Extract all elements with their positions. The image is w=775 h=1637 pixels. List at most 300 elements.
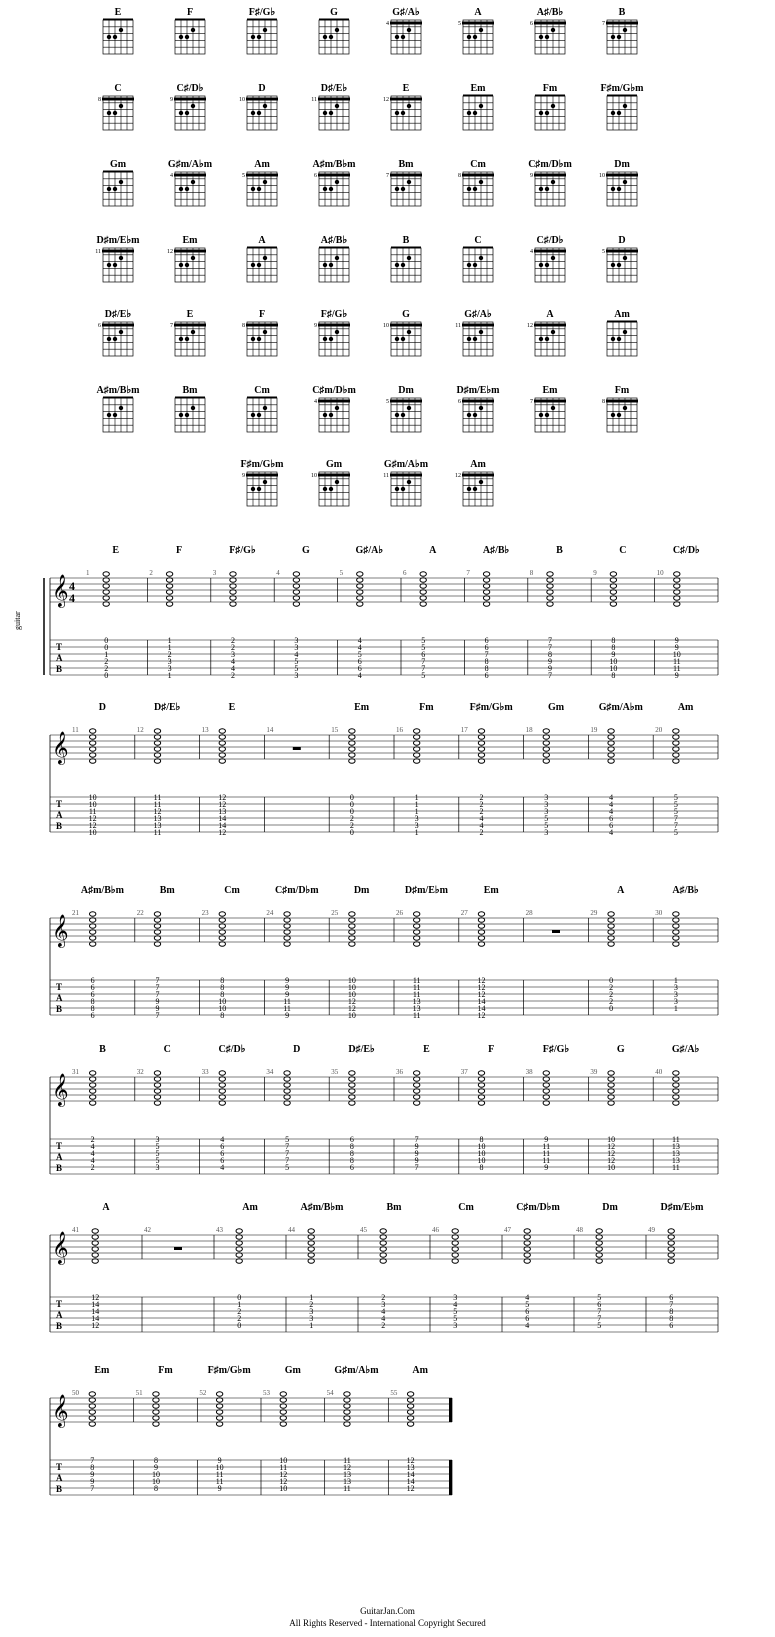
barre-mark bbox=[534, 324, 566, 327]
chord-fret-number: 11 bbox=[95, 249, 101, 255]
tab-fret-number: 0 bbox=[349, 807, 354, 816]
whole-note bbox=[284, 942, 290, 947]
finger-dot bbox=[257, 413, 261, 417]
whole-note bbox=[216, 1392, 222, 1397]
tab-clef-letter: B bbox=[56, 1484, 63, 1494]
tab-fret-number: 3 bbox=[673, 983, 678, 992]
tab-fret-number: 8 bbox=[90, 997, 95, 1006]
barre-mark bbox=[102, 250, 134, 253]
tab-fret-number: 3 bbox=[414, 821, 419, 830]
tab-fret-number: 13 bbox=[671, 1156, 680, 1165]
chord-diagram-name: G♯m/A♭m bbox=[167, 159, 213, 170]
measure-number: 22 bbox=[136, 909, 144, 917]
whole-note bbox=[610, 584, 616, 589]
finger-dot bbox=[179, 187, 183, 191]
whole-note bbox=[236, 1247, 242, 1252]
measure bbox=[266, 726, 329, 832]
tab-fret-number: 14 bbox=[406, 1470, 415, 1479]
whole-note bbox=[483, 596, 489, 601]
treble-clef-icon: 𝄞 bbox=[52, 1075, 69, 1106]
chord-symbol: F♯m/G♭m bbox=[469, 702, 513, 713]
chord-symbol: B bbox=[556, 545, 563, 556]
time-signature-top: 4 bbox=[69, 579, 75, 593]
whole-note bbox=[219, 1095, 225, 1100]
whole-note bbox=[478, 912, 484, 917]
tab-fret-number: 6 bbox=[220, 1142, 225, 1151]
tab-fret-number: 13 bbox=[342, 1470, 351, 1479]
tab-fret-number: 11 bbox=[343, 1484, 351, 1493]
tab-fret-number: 7 bbox=[547, 671, 552, 680]
chord-diagram-name: G bbox=[330, 7, 338, 18]
nut-mark bbox=[175, 19, 205, 21]
tab-fret-number: 9 bbox=[285, 983, 290, 992]
whole-note bbox=[92, 1241, 98, 1246]
whole-note bbox=[236, 1241, 242, 1246]
finger-dot bbox=[251, 263, 255, 267]
tab-fret-number: 9 bbox=[155, 1004, 160, 1013]
tab-fret-number: 4 bbox=[381, 1314, 386, 1323]
chord-diagram-name: B bbox=[402, 235, 410, 246]
finger-dot bbox=[479, 104, 483, 108]
tab-fret-number: 5 bbox=[155, 1142, 160, 1151]
tab-fret-number: 3 bbox=[414, 814, 419, 823]
whole-note bbox=[344, 1410, 350, 1415]
chord-fret-number: 7 bbox=[386, 173, 389, 179]
finger-dot bbox=[251, 413, 255, 417]
whole-note bbox=[293, 584, 299, 589]
finger-dot bbox=[119, 104, 123, 108]
tab-clef-letter: T bbox=[56, 642, 63, 652]
whole-note bbox=[547, 596, 553, 601]
barre-mark bbox=[462, 474, 494, 477]
tab-fret-number: 10 bbox=[477, 1149, 486, 1158]
chord-symbol: Am bbox=[242, 1202, 258, 1213]
measure-number: 10 bbox=[656, 569, 664, 577]
whole-note bbox=[668, 1229, 674, 1234]
whole-note bbox=[293, 578, 299, 583]
measure bbox=[137, 1044, 200, 1174]
whole-note bbox=[154, 1089, 160, 1094]
finger-dot bbox=[611, 111, 615, 115]
barre-mark bbox=[102, 98, 134, 101]
chord-diagram bbox=[456, 385, 500, 432]
whole-note bbox=[284, 936, 290, 941]
finger-dot bbox=[119, 256, 123, 260]
tab-fret-number: 3 bbox=[673, 997, 678, 1006]
finger-dot bbox=[251, 187, 255, 191]
whole-note bbox=[219, 735, 225, 740]
chord-diagram-name: F♯m/G♭m bbox=[240, 459, 284, 470]
whole-note bbox=[524, 1247, 530, 1252]
tab-fret-number: 10 bbox=[218, 997, 227, 1006]
tab-clef-letter: T bbox=[56, 1299, 63, 1309]
tab-fret-number: 7 bbox=[597, 1307, 602, 1316]
measure bbox=[144, 1226, 214, 1332]
whole-note bbox=[543, 1077, 549, 1082]
whole-note bbox=[380, 1247, 386, 1252]
chord-fret-number: 4 bbox=[530, 249, 533, 255]
whole-note bbox=[349, 1101, 355, 1106]
whole-note bbox=[596, 1247, 602, 1252]
chord-diagram-name: F♯/G♭ bbox=[248, 7, 276, 18]
finger-dot bbox=[335, 104, 339, 108]
tab-fret-number: 7 bbox=[414, 1135, 419, 1144]
whole-note bbox=[153, 1398, 159, 1403]
tab-fret-number: 8 bbox=[669, 1307, 674, 1316]
chord-symbol: D♯/E♭ bbox=[348, 1044, 375, 1055]
tab-fret-number: 10 bbox=[151, 1477, 160, 1486]
nut-mark bbox=[463, 247, 493, 249]
chord-diagram bbox=[607, 309, 637, 356]
tab-fret-number: 2 bbox=[90, 1135, 95, 1144]
whole-note bbox=[280, 1404, 286, 1409]
tab-fret-number: 12 bbox=[347, 997, 356, 1006]
chord-diagram bbox=[383, 83, 422, 130]
whole-note bbox=[413, 735, 419, 740]
chord-diagram bbox=[98, 309, 134, 356]
whole-note bbox=[154, 753, 160, 758]
finger-dot bbox=[611, 413, 615, 417]
whole-note bbox=[407, 1416, 413, 1421]
whole-note bbox=[674, 590, 680, 595]
whole-note bbox=[608, 747, 614, 752]
whole-note bbox=[483, 590, 489, 595]
measure-number: 38 bbox=[525, 1068, 533, 1076]
finger-dot bbox=[545, 263, 549, 267]
notation-system bbox=[50, 702, 718, 837]
chord-symbol: G♯m/A♭m bbox=[334, 1365, 379, 1376]
whole-note bbox=[543, 1095, 549, 1100]
whole-note bbox=[596, 1253, 602, 1258]
whole-note bbox=[166, 572, 172, 577]
barre-mark bbox=[462, 22, 494, 25]
measure-number: 8 bbox=[529, 569, 534, 577]
whole-note bbox=[103, 578, 109, 583]
finger-dot bbox=[119, 180, 123, 184]
chord-fret-number: 8 bbox=[458, 173, 461, 179]
finger-dot bbox=[407, 480, 411, 484]
chord-diagram-name: Bm bbox=[182, 385, 198, 396]
tab-fret-number: 4 bbox=[90, 1149, 95, 1158]
barre-mark bbox=[246, 98, 278, 101]
chord-diagram-name: Am bbox=[470, 459, 486, 470]
whole-note bbox=[608, 1083, 614, 1088]
barre-mark bbox=[534, 250, 566, 253]
finger-dot bbox=[323, 487, 327, 491]
tab-fret-number: 13 bbox=[671, 1149, 680, 1158]
measure-number: 48 bbox=[576, 1226, 583, 1234]
finger-dot bbox=[263, 406, 267, 410]
whole-note bbox=[89, 735, 95, 740]
whole-note bbox=[344, 1398, 350, 1403]
chord-diagram-name: A♯/B♭ bbox=[536, 7, 564, 18]
chord-fret-number: 4 bbox=[170, 173, 173, 179]
chord-symbol: C bbox=[619, 545, 627, 556]
finger-dot bbox=[479, 406, 483, 410]
chord-diagram-name: E bbox=[114, 7, 122, 18]
tab-fret-number: 12 bbox=[218, 800, 227, 809]
finger-dot bbox=[401, 263, 405, 267]
measure bbox=[331, 702, 394, 837]
notation-system bbox=[50, 1365, 452, 1495]
nut-mark bbox=[607, 95, 637, 97]
whole-rest bbox=[552, 930, 560, 933]
measure bbox=[72, 1044, 135, 1174]
tab-fret-number: 4 bbox=[479, 814, 484, 823]
tab-fret-number: 8 bbox=[484, 657, 489, 666]
tab-fret-number: 1 bbox=[167, 636, 172, 645]
finger-dot bbox=[401, 413, 405, 417]
measure bbox=[655, 702, 718, 837]
finger-dot bbox=[185, 263, 189, 267]
whole-note bbox=[284, 1083, 290, 1088]
tab-fret-number: 13 bbox=[218, 807, 227, 816]
whole-note bbox=[413, 918, 419, 923]
tab-fret-number: 10 bbox=[279, 1456, 288, 1465]
finger-dot bbox=[335, 180, 339, 184]
chord-diagram bbox=[386, 385, 422, 432]
whole-note bbox=[89, 924, 95, 929]
tab-fret-number: 9 bbox=[285, 1011, 290, 1020]
tab-fret-number: 6 bbox=[90, 990, 95, 999]
whole-note bbox=[452, 1259, 458, 1264]
finger-dot bbox=[395, 263, 399, 267]
tab-fret-number: 8 bbox=[220, 983, 225, 992]
whole-note bbox=[673, 930, 679, 935]
tab-fret-number: 1 bbox=[309, 1293, 314, 1302]
finger-dot bbox=[263, 330, 267, 334]
tab-fret-number: 3 bbox=[381, 1300, 386, 1309]
tab-fret-number: 6 bbox=[220, 1149, 225, 1158]
tab-fret-number: 5 bbox=[525, 1300, 530, 1309]
tab-fret-number: 8 bbox=[220, 976, 225, 985]
finger-dot bbox=[185, 35, 189, 39]
tab-fret-number: 5 bbox=[597, 1321, 602, 1330]
whole-note bbox=[293, 602, 299, 607]
whole-note bbox=[236, 1229, 242, 1234]
chord-symbol: D bbox=[98, 702, 107, 713]
whole-note bbox=[673, 735, 679, 740]
tab-fret-number: 4 bbox=[525, 1321, 530, 1330]
tab-fret-number: 7 bbox=[673, 814, 678, 823]
whole-note bbox=[89, 1089, 95, 1094]
chord-fret-number: 5 bbox=[602, 249, 605, 255]
finger-dot bbox=[323, 413, 327, 417]
measure bbox=[593, 545, 654, 680]
barre-mark bbox=[174, 324, 206, 327]
whole-note bbox=[420, 596, 426, 601]
chord-diagram bbox=[602, 235, 638, 282]
finger-dot bbox=[473, 337, 477, 341]
measure-number: 51 bbox=[135, 1389, 143, 1397]
tab-clef-letter: T bbox=[56, 1462, 63, 1472]
chord-symbol: C♯/D♭ bbox=[218, 1044, 246, 1055]
tab-fret-number: 7 bbox=[155, 1011, 160, 1020]
whole-note bbox=[380, 1241, 386, 1246]
chord-diagram bbox=[458, 7, 494, 54]
finger-dot bbox=[329, 35, 333, 39]
whole-note bbox=[420, 602, 426, 607]
whole-note bbox=[153, 1404, 159, 1409]
whole-note bbox=[674, 596, 680, 601]
chord-symbol: Gm bbox=[284, 1365, 301, 1376]
measure bbox=[72, 702, 135, 837]
whole-note bbox=[89, 1398, 95, 1403]
measure-number: 20 bbox=[655, 726, 663, 734]
whole-note bbox=[349, 1089, 355, 1094]
whole-note bbox=[668, 1259, 674, 1264]
finger-dot bbox=[473, 487, 477, 491]
whole-note bbox=[236, 1259, 242, 1264]
chord-fret-number: 12 bbox=[383, 97, 389, 103]
chord-diagram-name: A bbox=[474, 7, 482, 18]
chord-symbol: A♯/B♭ bbox=[672, 885, 699, 896]
tab-fret-number: 6 bbox=[90, 976, 95, 985]
whole-note bbox=[280, 1392, 286, 1397]
measure bbox=[432, 1202, 502, 1332]
tab-fret-number: 12 bbox=[88, 821, 97, 830]
chord-symbol: G♯m/A♭m bbox=[598, 702, 643, 713]
tab-fret-number: 4 bbox=[220, 1135, 225, 1144]
whole-note bbox=[608, 936, 614, 941]
finger-dot bbox=[107, 337, 111, 341]
whole-note bbox=[380, 1253, 386, 1258]
measure-number: 23 bbox=[201, 909, 209, 917]
whole-note bbox=[478, 1089, 484, 1094]
whole-note bbox=[219, 912, 225, 917]
tab-fret-number: 10 bbox=[215, 1463, 224, 1472]
finger-dot bbox=[401, 487, 405, 491]
tab-fret-number: 10 bbox=[88, 828, 97, 837]
whole-note bbox=[154, 747, 160, 752]
tab-fret-number: 7 bbox=[285, 1142, 290, 1151]
finger-dot bbox=[545, 111, 549, 115]
finger-dot bbox=[179, 35, 183, 39]
whole-note bbox=[344, 1404, 350, 1409]
barre-mark bbox=[390, 98, 422, 101]
whole-note bbox=[89, 759, 95, 764]
finger-dot bbox=[179, 111, 183, 115]
tab-fret-number: 9 bbox=[90, 1477, 95, 1486]
tab-fret-number: 8 bbox=[153, 1484, 158, 1493]
measure bbox=[331, 885, 394, 1020]
whole-note bbox=[478, 735, 484, 740]
tab-fret-number: 2 bbox=[104, 664, 109, 673]
whole-note bbox=[284, 1101, 290, 1106]
finger-dot bbox=[191, 104, 195, 108]
barre-mark bbox=[390, 400, 422, 403]
whole-note bbox=[608, 735, 614, 740]
finger-dot bbox=[539, 187, 543, 191]
whole-note bbox=[608, 759, 614, 764]
tab-fret-number: 3 bbox=[544, 828, 549, 837]
whole-note bbox=[608, 1071, 614, 1076]
tab-fret-number: 3 bbox=[309, 1307, 314, 1316]
whole-note bbox=[596, 1229, 602, 1234]
tab-fret-number: 2 bbox=[381, 1321, 386, 1330]
tab-fret-number: 10 bbox=[218, 1004, 227, 1013]
tab-fret-number: 3 bbox=[673, 990, 678, 999]
tab-fret-number: 0 bbox=[349, 828, 354, 837]
whole-note bbox=[420, 572, 426, 577]
whole-note bbox=[284, 918, 290, 923]
nut-mark bbox=[463, 95, 493, 97]
finger-dot bbox=[473, 35, 477, 39]
whole-note bbox=[543, 747, 549, 752]
tab-fret-number: 5 bbox=[673, 828, 678, 837]
whole-note bbox=[673, 1077, 679, 1082]
chord-diagram-name: G♯m/A♭m bbox=[383, 459, 429, 470]
tab-fret-number: 2 bbox=[479, 800, 484, 809]
measure bbox=[390, 1365, 452, 1495]
whole-note bbox=[349, 1095, 355, 1100]
finger-dot bbox=[113, 111, 117, 115]
tab-clef-letter: B bbox=[56, 664, 63, 674]
chord-diagram bbox=[602, 7, 638, 54]
measure bbox=[276, 545, 337, 680]
whole-note bbox=[349, 759, 355, 764]
whole-note bbox=[308, 1259, 314, 1264]
tab-fret-number: 8 bbox=[349, 1156, 354, 1165]
finger-dot bbox=[323, 35, 327, 39]
finger-dot bbox=[263, 104, 267, 108]
tab-fret-number: 11 bbox=[412, 990, 421, 999]
tab-fret-number: 12 bbox=[607, 1149, 616, 1158]
nut-mark bbox=[319, 247, 349, 249]
tab-fret-number: 12 bbox=[477, 1011, 486, 1020]
tab-fret-number: 11 bbox=[542, 1156, 551, 1165]
whole-note bbox=[284, 1095, 290, 1100]
tab-fret-number: 12 bbox=[477, 983, 486, 992]
tab-fret-number: 7 bbox=[90, 1484, 95, 1493]
whole-note bbox=[673, 1101, 679, 1106]
whole-note bbox=[524, 1229, 530, 1234]
measure-number: 54 bbox=[326, 1389, 334, 1397]
tab-fret-number: 2 bbox=[230, 643, 235, 652]
tab-fret-number: 3 bbox=[453, 1293, 458, 1302]
whole-note bbox=[668, 1253, 674, 1258]
tab-fret-number: 4 bbox=[357, 636, 362, 645]
whole-note bbox=[308, 1253, 314, 1258]
tab-clef-letter: A bbox=[56, 653, 63, 663]
whole-note bbox=[674, 578, 680, 583]
tab-fret-number: 4 bbox=[479, 821, 484, 830]
chord-symbol: Bm bbox=[386, 1202, 402, 1213]
chord-diagram-name: Gm bbox=[109, 159, 127, 170]
chord-diagram-name: A♯/B♭ bbox=[320, 235, 348, 246]
whole-note bbox=[153, 1410, 159, 1415]
tab-fret-number: 4 bbox=[381, 1307, 386, 1316]
finger-dot bbox=[623, 406, 627, 410]
tab-fret-number: 14 bbox=[91, 1314, 100, 1323]
measure-number: 5 bbox=[339, 569, 344, 577]
tab-fret-number: 4 bbox=[609, 793, 614, 802]
chord-diagram-name: D♯/E♭ bbox=[104, 309, 132, 320]
finger-dot bbox=[401, 187, 405, 191]
whole-note bbox=[230, 572, 236, 577]
finger-dot bbox=[257, 35, 261, 39]
whole-note bbox=[89, 936, 95, 941]
chord-fret-number: 9 bbox=[530, 173, 533, 179]
tab-fret-number: 9 bbox=[153, 1463, 158, 1472]
whole-note bbox=[92, 1253, 98, 1258]
tab-fret-number: 5 bbox=[453, 1307, 458, 1316]
whole-note bbox=[673, 747, 679, 752]
tab-fret-number: 0 bbox=[104, 643, 109, 652]
whole-note bbox=[344, 1392, 350, 1397]
whole-note bbox=[293, 590, 299, 595]
chord-symbol: D♯/E♭ bbox=[154, 702, 181, 713]
